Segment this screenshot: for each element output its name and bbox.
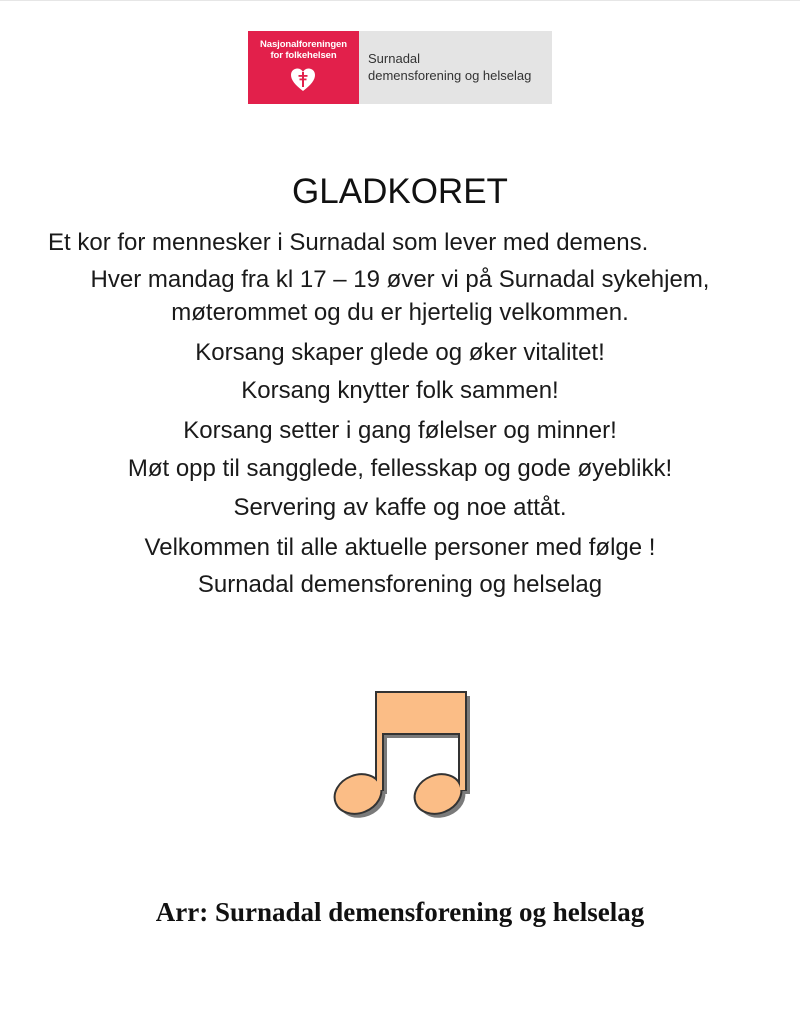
logo-org-name: Nasjonalforeningen for folkehelsen — [260, 39, 347, 61]
logo-brand-panel — [248, 31, 359, 104]
organizer-footer: Arr: Surnadal demensforening og helselag — [155, 897, 645, 927]
body-line-coffee: Servering av kaffe og noe attåt. — [233, 494, 567, 521]
body-line-welcome: Velkommen til alle aktuelle personer med følge ! — [144, 534, 656, 561]
organization-logo — [248, 31, 552, 104]
body-line-intro: Et kor for mennesker i Surnadal som lever med demens. — [48, 229, 649, 256]
music-note-icon — [328, 686, 473, 826]
body-line-organizer: Surnadal demensforening og helselag — [197, 571, 603, 598]
top-divider — [0, 0, 800, 1]
body-line-together: Korsang knytter folk sammen! — [241, 377, 559, 404]
heart-cross-icon — [290, 67, 316, 93]
body-line-location: møterommet og du er hjertelig velkommen. — [171, 299, 629, 326]
body-line-schedule: Hver mandag fra kl 17 – 19 øver vi på Surnadal sykehjem, — [90, 266, 710, 293]
logo-local-name: Surnadal demensforening og helselag — [359, 31, 552, 104]
body-line-joy: Korsang skaper glede og øker vitalitet! — [195, 339, 605, 366]
page-title: GLADKORET — [292, 172, 508, 211]
body-line-memories: Korsang setter i gang følelser og minner! — [183, 417, 617, 444]
body-line-invitation: Møt opp til sangglede, fellesskap og gode øyeblikk! — [127, 455, 673, 482]
